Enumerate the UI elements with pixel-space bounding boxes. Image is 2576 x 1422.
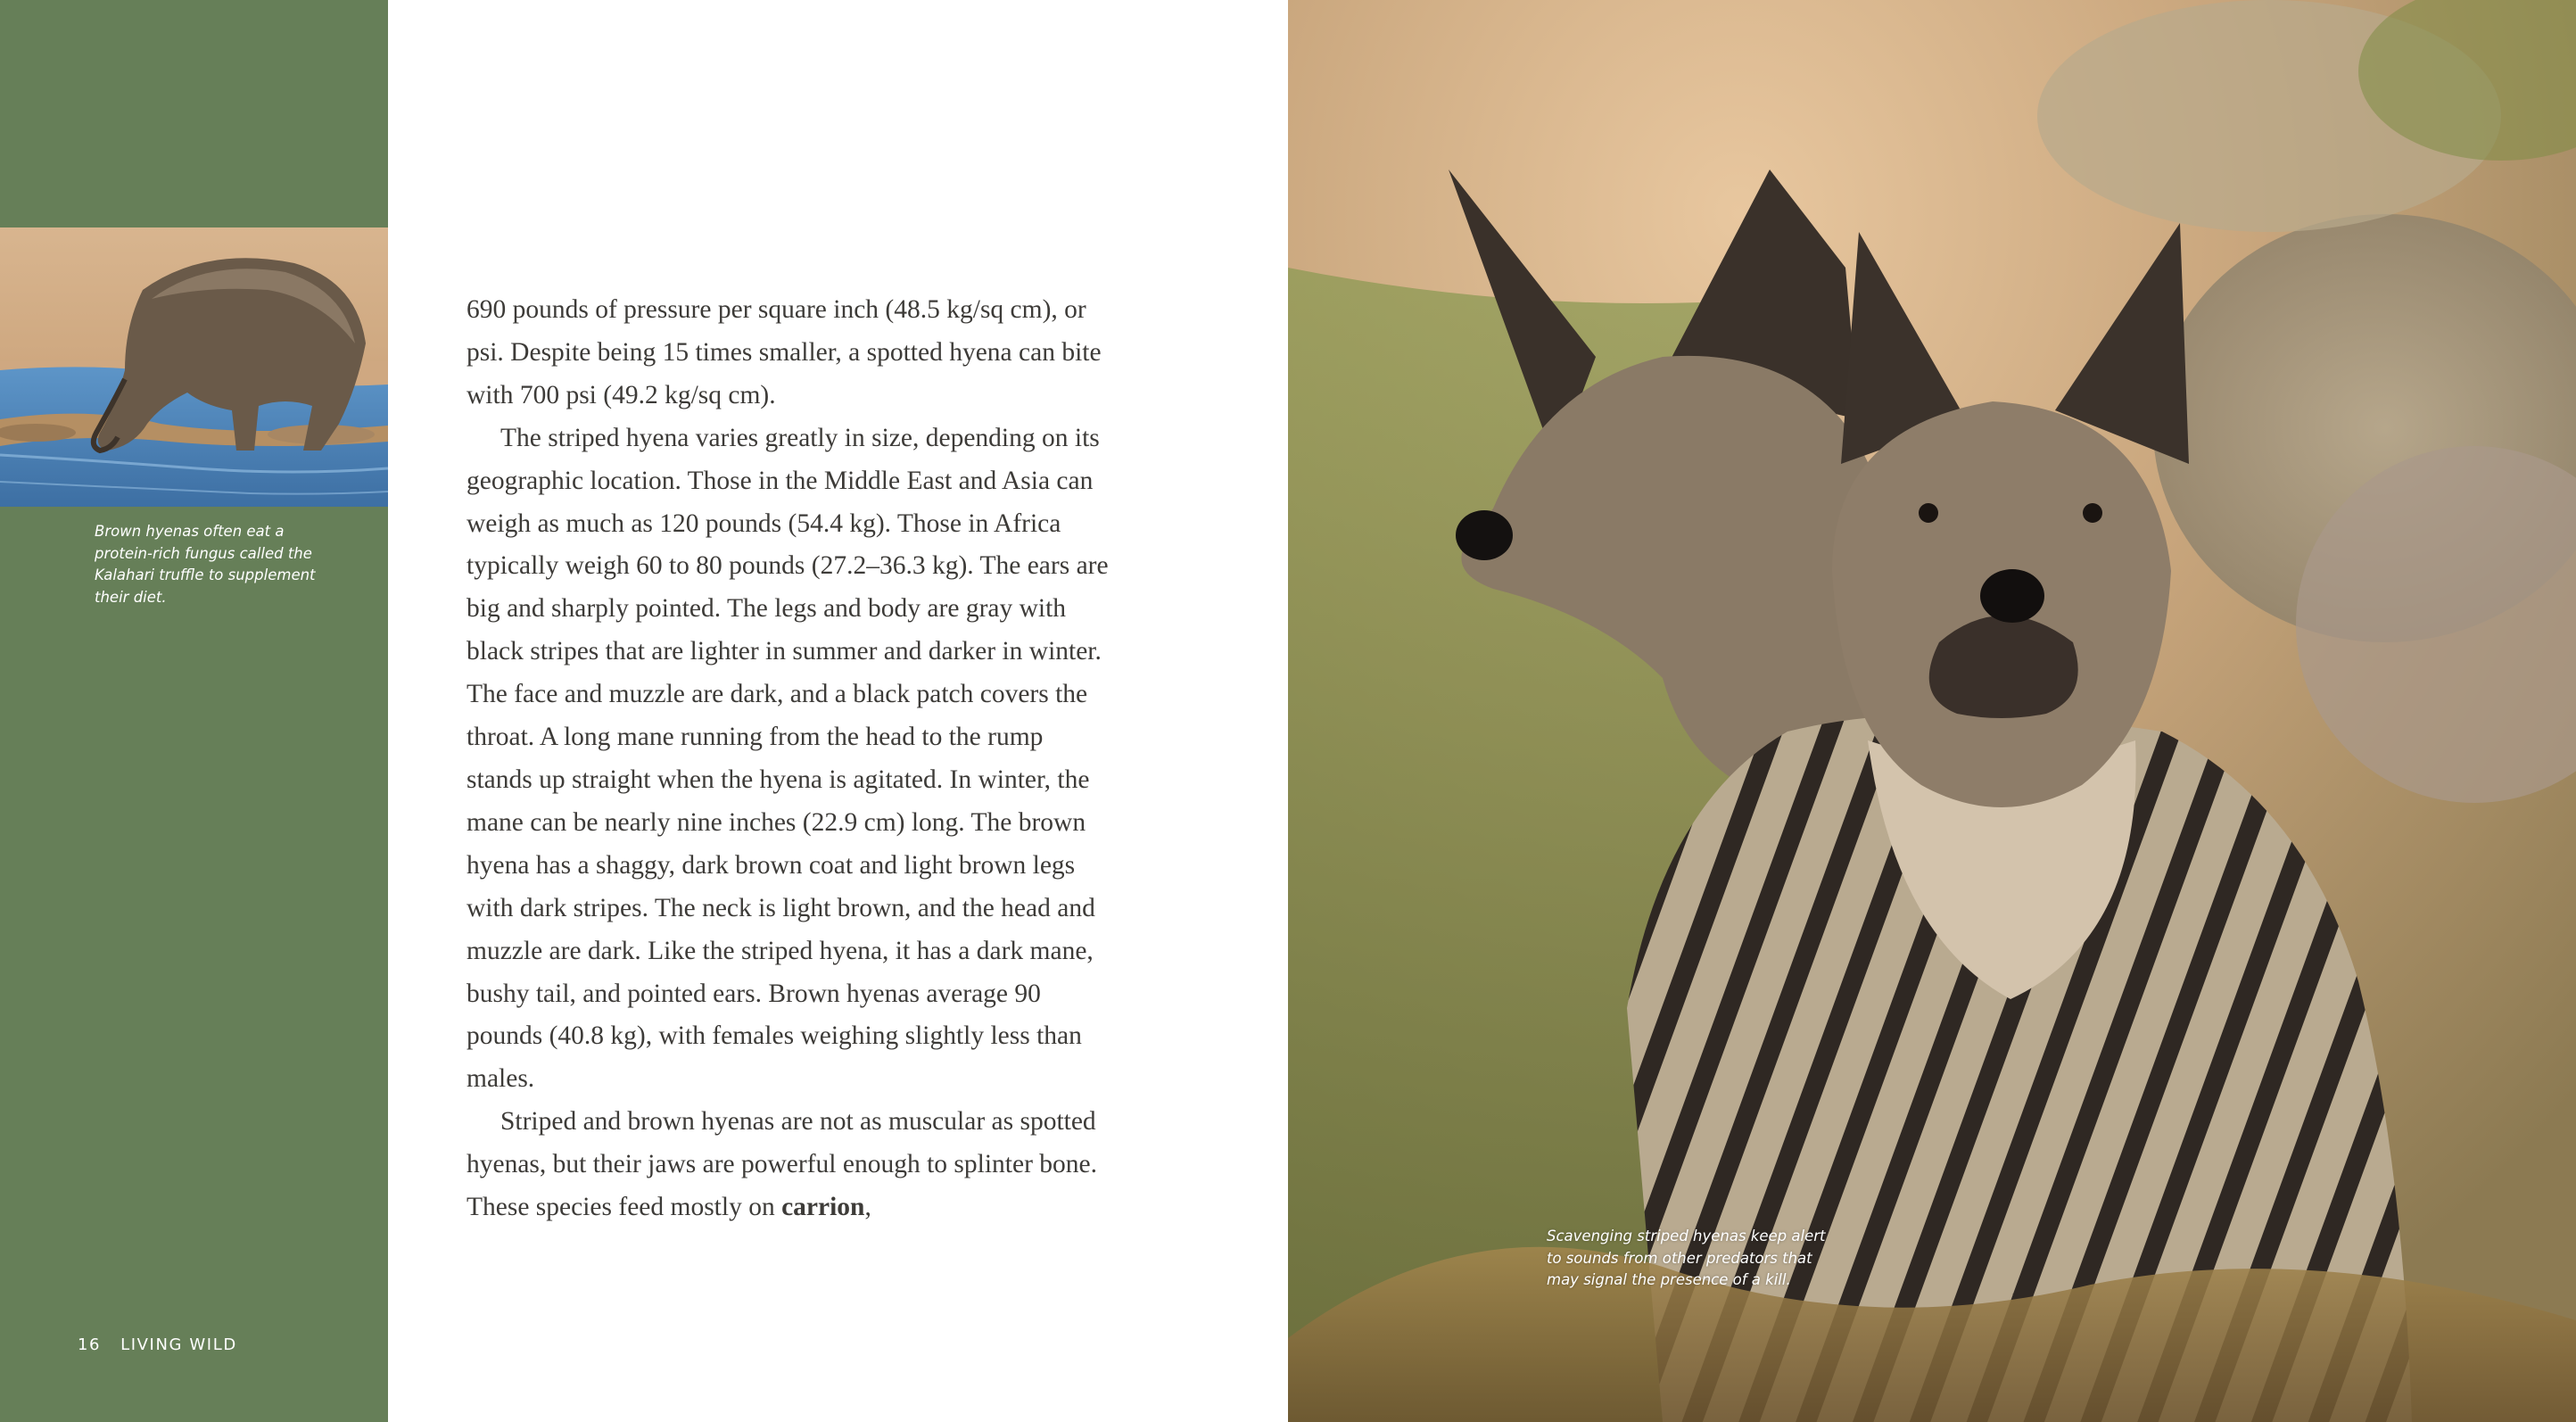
glossary-term: carrion [781, 1193, 865, 1222]
brown-hyena-drinking-photo [0, 227, 388, 507]
page-number: 16 [78, 1335, 102, 1354]
striped-hyenas-illustration [1288, 0, 2576, 1422]
sidebar-panel [0, 0, 388, 1422]
body-paragraph-3-text: Striped and brown hyenas are not as muscular as spotted hyenas, but their jaws are powerful enough to splinter bone. These species feed mostly on [466, 1107, 1097, 1222]
main-photo-caption: Scavenging striped hyenas keep alert to sounds from other predators that may signal the presence of a kill. [1547, 1228, 1826, 1288]
brown-hyena-drinking-illustration [0, 227, 388, 507]
body-paragraph-1: 690 pounds of pressure per square inch (48.5 kg/sq cm), or psi. Despite being 15 times smaller, a spotted hyena can bite with 700 psi (49.2 kg/sq cm). [466, 295, 1102, 409]
page-footer [78, 1335, 237, 1354]
striped-hyenas-photo [1288, 0, 2576, 1422]
body-paragraph-3-end: , [864, 1193, 871, 1222]
body-text-column [466, 289, 1109, 1229]
body-paragraph-3 [466, 1101, 1109, 1229]
sidebar-photo-caption: Brown hyenas often eat a protein-rich fungus called the Kalahari truffle to supplement their diet. [95, 523, 316, 606]
body-paragraph-2: The striped hyena varies greatly in size, depending on its geographic location. Those in the Middle East and Asia can weigh as much as 120 pounds (54.4 kg). Those in Africa typically weigh 60 to 80 pounds (27.2–36.3 kg). The ears are big and sharply pointed. The legs and body are gray with black stripes that are lighter in summer and darker in winter. The face and muzzle are dark, and a black patch covers the throat. A long mane running from the head to the rump stands up straight when the hyena is agitated. In winter, the mane can be nearly nine inches (22.9 cm) long. The brown hyena has a shaggy, dark brown coat and light brown legs with dark stripes. The neck is light brown, and the head and muzzle are dark. Like the striped hyena, it has a dark mane, bushy tail, and pointed ears. Brown hyenas average 90 pounds (40.8 kg), with females weighing slightly less than males. [466, 423, 1109, 1094]
series-title: LIVING WILD [120, 1335, 237, 1354]
